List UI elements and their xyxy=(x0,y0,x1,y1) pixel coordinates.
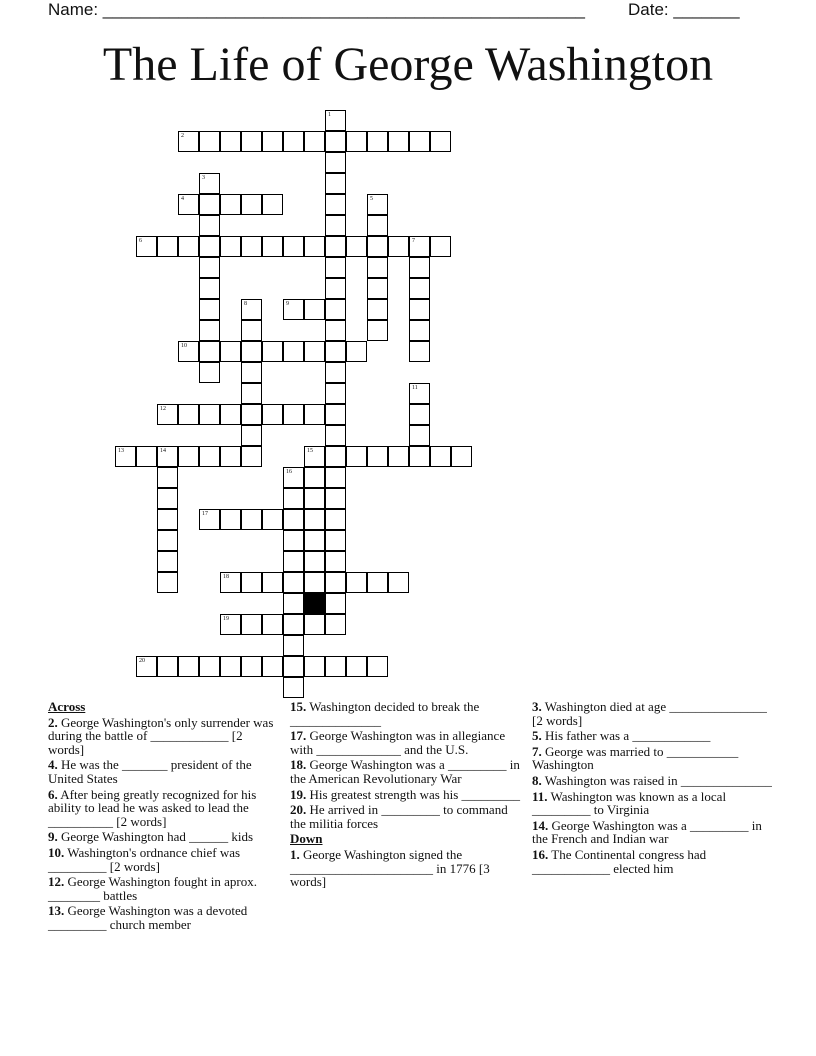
crossword-cell[interactable] xyxy=(283,593,304,614)
black-square xyxy=(304,593,325,614)
clue-item xyxy=(290,729,522,756)
clue-item xyxy=(48,716,276,757)
clue-item-text: George Washington was a _________ in the French and Indian war xyxy=(532,817,762,847)
crossword-cell[interactable] xyxy=(367,131,388,152)
crossword-cell[interactable] xyxy=(409,383,430,404)
clue-item-text: George Washington was a _________ in the American Revolutionary War xyxy=(290,757,520,786)
clue-item xyxy=(48,758,276,785)
crossword-cell[interactable] xyxy=(430,131,451,152)
crossword-cell[interactable] xyxy=(304,404,325,425)
clue-item xyxy=(532,774,772,788)
crossword-cell[interactable] xyxy=(325,593,346,614)
crossword-cell[interactable] xyxy=(199,131,220,152)
crossword-cell[interactable] xyxy=(157,551,178,572)
crossword-cell[interactable] xyxy=(325,551,346,572)
clue-item-text: He was the _______ president of the United States xyxy=(48,757,252,786)
crossword-cell[interactable] xyxy=(283,677,304,698)
crossword-cell[interactable] xyxy=(199,656,220,677)
crossword-cell[interactable] xyxy=(262,614,283,635)
clue-item xyxy=(48,875,276,902)
clue-item xyxy=(290,788,522,802)
clue-number: 14 xyxy=(160,448,166,454)
clue-item-number: 7. xyxy=(532,743,542,759)
clue-item-number: 10. xyxy=(48,844,65,860)
crossword-cell[interactable] xyxy=(241,509,262,530)
clue-item-number: 8. xyxy=(532,772,542,788)
crossword-cell[interactable] xyxy=(325,152,346,173)
crossword-cell[interactable] xyxy=(304,656,325,677)
crossword-cell[interactable] xyxy=(304,488,325,509)
clue-number: 20 xyxy=(139,658,145,664)
crossword-cell[interactable] xyxy=(325,425,346,446)
crossword-cell[interactable] xyxy=(199,173,220,194)
clue-item-number: 1. xyxy=(290,846,300,862)
crossword-cell[interactable] xyxy=(220,509,241,530)
crossword-cell[interactable] xyxy=(157,404,178,425)
clue-item-number: 2. xyxy=(48,714,58,730)
clue-item-text: Washington died at age _______________ [2 words] xyxy=(532,699,767,728)
crossword-cell[interactable] xyxy=(199,362,220,383)
crossword-cell[interactable] xyxy=(304,236,325,257)
crossword-cell[interactable] xyxy=(325,467,346,488)
crossword-cell[interactable] xyxy=(325,278,346,299)
crossword-cell[interactable] xyxy=(346,572,367,593)
clue-item-number: 11. xyxy=(532,788,548,804)
clue-item-number: 16. xyxy=(532,846,549,862)
crossword-cell[interactable] xyxy=(409,446,430,467)
clue-item-number: 19. xyxy=(290,786,307,802)
crossword-cell[interactable] xyxy=(199,509,220,530)
clue-item xyxy=(290,700,522,727)
clue-item xyxy=(532,700,772,727)
crossword-cell[interactable] xyxy=(199,404,220,425)
crossword-cell[interactable] xyxy=(157,467,178,488)
crossword-cell[interactable] xyxy=(325,383,346,404)
crossword-cell[interactable] xyxy=(367,572,388,593)
date-field[interactable]: Date: _______ xyxy=(628,0,740,19)
crossword-cell[interactable] xyxy=(178,404,199,425)
clues-column-3 xyxy=(532,700,772,877)
clues-column-2 xyxy=(290,700,522,891)
clue-item xyxy=(532,729,772,743)
crossword-cell[interactable] xyxy=(409,131,430,152)
crossword-cell[interactable] xyxy=(409,236,430,257)
down-heading: Down xyxy=(290,831,323,847)
clue-item-number: 15. xyxy=(290,699,307,714)
crossword-cell[interactable] xyxy=(304,131,325,152)
crossword-cell[interactable] xyxy=(220,656,241,677)
clue-item-text: George Washington had ______ kids xyxy=(57,829,254,845)
clue-item xyxy=(532,819,772,846)
crossword-cell[interactable] xyxy=(241,446,262,467)
clue-item-number: 9. xyxy=(48,829,58,845)
crossword-cell[interactable] xyxy=(241,425,262,446)
crossword-cell[interactable] xyxy=(220,131,241,152)
crossword-cell[interactable] xyxy=(157,509,178,530)
crossword-cell[interactable] xyxy=(367,299,388,320)
crossword-cell[interactable] xyxy=(241,656,262,677)
crossword-cell[interactable] xyxy=(199,257,220,278)
clue-item xyxy=(48,846,276,873)
crossword-cell[interactable] xyxy=(367,257,388,278)
clue-item-text: George Washington was in allegiance with _____________ and the U.S. xyxy=(290,728,506,757)
clue-number: 10 xyxy=(181,343,187,349)
down-clue-list-continued xyxy=(532,700,772,875)
crossword-cell[interactable] xyxy=(325,341,346,362)
crossword-cell[interactable] xyxy=(409,299,430,320)
crossword-cell[interactable] xyxy=(241,299,262,320)
crossword-cell[interactable] xyxy=(262,656,283,677)
crossword-cell[interactable] xyxy=(178,236,199,257)
clue-item xyxy=(290,758,522,785)
crossword-cell[interactable] xyxy=(304,572,325,593)
clue-item-number: 5. xyxy=(532,728,542,744)
crossword-cell[interactable] xyxy=(262,509,283,530)
clue-number: 15 xyxy=(307,448,313,454)
crossword-cell[interactable] xyxy=(367,194,388,215)
crossword-cell[interactable] xyxy=(283,404,304,425)
crossword-cell[interactable] xyxy=(346,656,367,677)
clue-number: 13 xyxy=(118,448,124,454)
clue-item-number: 14. xyxy=(532,817,549,833)
crossword-cell[interactable] xyxy=(388,236,409,257)
crossword-cell[interactable] xyxy=(325,446,346,467)
clue-number: 9 xyxy=(286,301,289,307)
clue-item xyxy=(532,790,772,817)
crossword-cell[interactable] xyxy=(178,656,199,677)
crossword-cell[interactable] xyxy=(157,446,178,467)
crossword-cell[interactable] xyxy=(241,614,262,635)
crossword-cell[interactable] xyxy=(199,446,220,467)
clue-item-text: His greatest strength was his _________ xyxy=(306,786,521,802)
crossword-cell[interactable] xyxy=(325,215,346,236)
crossword-cell[interactable] xyxy=(241,362,262,383)
crossword-cell[interactable] xyxy=(367,320,388,341)
crossword-cell[interactable] xyxy=(325,257,346,278)
clue-item xyxy=(532,745,772,772)
crossword-cell[interactable] xyxy=(262,572,283,593)
crossword-cell[interactable] xyxy=(304,467,325,488)
clue-item-text: His father was a ____________ xyxy=(541,728,711,744)
name-field[interactable]: Name: ___________________________________________________ xyxy=(48,0,585,19)
crossword-cell[interactable] xyxy=(220,614,241,635)
crossword-cell[interactable] xyxy=(430,236,451,257)
clue-item-number: 17. xyxy=(290,728,307,744)
crossword-cell[interactable] xyxy=(115,446,136,467)
crossword-cell[interactable] xyxy=(325,110,346,131)
crossword-cell[interactable] xyxy=(388,131,409,152)
clue-number: 1 xyxy=(328,112,331,118)
crossword-cell[interactable] xyxy=(409,257,430,278)
crossword-cell[interactable] xyxy=(283,509,304,530)
crossword-cell[interactable] xyxy=(325,614,346,635)
crossword-cell[interactable] xyxy=(220,446,241,467)
page-title: The Life of George Washington xyxy=(102,38,714,91)
crossword-cell[interactable] xyxy=(304,509,325,530)
crossword-cell[interactable] xyxy=(325,530,346,551)
crossword-cell[interactable] xyxy=(367,446,388,467)
crossword-cell[interactable] xyxy=(220,236,241,257)
crossword-cell[interactable] xyxy=(325,572,346,593)
clue-item-text: He arrived in _________ to command the militia forces xyxy=(290,802,508,831)
crossword-cell[interactable] xyxy=(325,362,346,383)
across-clue-list xyxy=(48,716,276,932)
crossword-cell[interactable] xyxy=(157,236,178,257)
crossword-cell[interactable] xyxy=(199,194,220,215)
clue-item-number: 18. xyxy=(290,757,307,773)
clue-item xyxy=(48,904,276,931)
crossword-cell[interactable] xyxy=(157,488,178,509)
clue-item-number: 13. xyxy=(48,903,65,919)
clue-item-number: 12. xyxy=(48,874,65,890)
crossword-cell[interactable] xyxy=(136,446,157,467)
crossword-cell[interactable] xyxy=(241,131,262,152)
crossword-cell[interactable] xyxy=(346,131,367,152)
across-clue-list-continued xyxy=(290,700,522,830)
crossword-cell[interactable] xyxy=(283,299,304,320)
crossword-cell[interactable] xyxy=(325,299,346,320)
crossword-cell[interactable] xyxy=(388,446,409,467)
crossword-cell[interactable] xyxy=(241,383,262,404)
clue-item-text: George Washington was a devoted _________ church member xyxy=(48,903,248,932)
crossword-cell[interactable] xyxy=(199,299,220,320)
crossword-cell[interactable] xyxy=(283,488,304,509)
crossword-cell[interactable] xyxy=(178,341,199,362)
crossword-cell[interactable] xyxy=(241,572,262,593)
clue-item xyxy=(48,788,276,829)
clue-item-number: 4. xyxy=(48,757,58,773)
crossword-cell[interactable] xyxy=(262,341,283,362)
crossword-cell[interactable] xyxy=(283,656,304,677)
clue-number: 3 xyxy=(202,175,205,181)
crossword-cell[interactable] xyxy=(325,656,346,677)
down-clue-list xyxy=(290,848,522,889)
crossword-cell[interactable] xyxy=(199,278,220,299)
clue-item xyxy=(290,803,522,830)
crossword-cell[interactable] xyxy=(220,341,241,362)
crossword-cell[interactable] xyxy=(220,404,241,425)
crossword-cell[interactable] xyxy=(304,341,325,362)
clue-item-text: George was married to ___________ Washington xyxy=(532,743,739,773)
clue-item-number: 3. xyxy=(532,699,542,714)
crossword-cell[interactable] xyxy=(241,320,262,341)
clue-item-text: George Washington's only surrender was during the battle of ____________ [2 words] xyxy=(48,714,274,757)
crossword-cell[interactable] xyxy=(283,572,304,593)
clue-number: 7 xyxy=(412,238,415,244)
crossword-cell[interactable] xyxy=(199,236,220,257)
across-heading: Across xyxy=(48,699,86,714)
crossword-cell[interactable] xyxy=(325,236,346,257)
crossword-cell[interactable] xyxy=(283,551,304,572)
clue-item-text: Washington was known as a local _________ to Virginia xyxy=(532,788,727,818)
crossword-cell[interactable] xyxy=(262,131,283,152)
clue-item-text: Washington was raised in ______________ xyxy=(541,772,772,788)
clue-item-number: 6. xyxy=(48,786,58,802)
crossword-cell[interactable] xyxy=(325,131,346,152)
crossword-cell[interactable] xyxy=(304,299,325,320)
crossword-cell[interactable] xyxy=(325,488,346,509)
clue-item-text: George Washington signed the ______________________ in 1776 [3 words] xyxy=(290,846,490,890)
crossword-cell[interactable] xyxy=(241,194,262,215)
crossword-cell[interactable] xyxy=(325,320,346,341)
crossword-cell[interactable] xyxy=(325,173,346,194)
crossword-cell[interactable] xyxy=(388,572,409,593)
clues-column-1 xyxy=(48,700,276,934)
crossword-cell[interactable] xyxy=(367,215,388,236)
crossword-cell[interactable] xyxy=(283,236,304,257)
crossword-cell[interactable] xyxy=(220,572,241,593)
crossword-cell[interactable] xyxy=(325,404,346,425)
clue-item-text: Washington decided to break the ______________ xyxy=(290,699,480,728)
crossword-cell[interactable] xyxy=(304,446,325,467)
crossword-cell[interactable] xyxy=(325,509,346,530)
crossword-cell[interactable] xyxy=(409,320,430,341)
crossword-cell[interactable] xyxy=(367,278,388,299)
crossword-cell[interactable] xyxy=(157,656,178,677)
crossword-cell[interactable] xyxy=(409,404,430,425)
clue-item xyxy=(290,848,522,889)
clue-number: 4 xyxy=(181,196,184,202)
crossword-cell[interactable] xyxy=(136,236,157,257)
crossword-cell[interactable] xyxy=(241,404,262,425)
crossword-cell[interactable] xyxy=(157,572,178,593)
crossword-cell[interactable] xyxy=(262,404,283,425)
clue-number: 16 xyxy=(286,469,292,475)
clue-item-text: After being greatly recognized for his ability to lead he was asked to lead the __________ [2 words] xyxy=(48,786,257,829)
clue-number: 11 xyxy=(412,385,418,391)
crossword-cell[interactable] xyxy=(199,215,220,236)
crossword-cell[interactable] xyxy=(409,341,430,362)
crossword-cell[interactable] xyxy=(346,341,367,362)
crossword-cell[interactable] xyxy=(241,341,262,362)
crossword-cell[interactable] xyxy=(304,551,325,572)
clue-item-number: 20. xyxy=(290,802,307,818)
crossword-cell[interactable] xyxy=(283,341,304,362)
clue-number: 5 xyxy=(370,196,373,202)
crossword-cell[interactable] xyxy=(262,194,283,215)
crossword-cell[interactable] xyxy=(199,341,220,362)
crossword-cell[interactable] xyxy=(136,656,157,677)
crossword-cell[interactable] xyxy=(283,467,304,488)
crossword-cell[interactable] xyxy=(430,446,451,467)
clue-number: 19 xyxy=(223,616,229,622)
clue-item xyxy=(48,830,276,844)
crossword-cell[interactable] xyxy=(178,131,199,152)
crossword-cell[interactable] xyxy=(346,236,367,257)
crossword-cell[interactable] xyxy=(157,530,178,551)
crossword-cell[interactable] xyxy=(199,320,220,341)
crossword-cell[interactable] xyxy=(241,236,262,257)
crossword-cell[interactable] xyxy=(283,530,304,551)
crossword-cell[interactable] xyxy=(367,656,388,677)
clue-number: 8 xyxy=(244,301,247,307)
crossword-cell[interactable] xyxy=(178,194,199,215)
clue-number: 17 xyxy=(202,511,208,517)
crossword-cell[interactable] xyxy=(346,446,367,467)
crossword-cell[interactable] xyxy=(409,425,430,446)
crossword-cell[interactable] xyxy=(220,194,241,215)
crossword-cell[interactable] xyxy=(283,635,304,656)
clue-number: 18 xyxy=(223,574,229,580)
clue-item-text: George Washington fought in aprox. ________ battles xyxy=(48,874,257,903)
clue-item-text: Washington's ordnance chief was _________ [2 words] xyxy=(48,844,241,874)
crossword-cell[interactable] xyxy=(283,614,304,635)
crossword-cell[interactable] xyxy=(283,131,304,152)
crossword-cell[interactable] xyxy=(325,194,346,215)
crossword-cell[interactable] xyxy=(451,446,472,467)
crossword-cell[interactable] xyxy=(367,236,388,257)
clue-item-text: The Continental congress had ____________ elected him xyxy=(532,846,707,876)
crossword-cell[interactable] xyxy=(304,614,325,635)
crossword-cell[interactable] xyxy=(409,278,430,299)
clue-item xyxy=(532,848,772,875)
crossword-cell[interactable] xyxy=(262,236,283,257)
crossword-cell[interactable] xyxy=(304,530,325,551)
clue-number: 2 xyxy=(181,133,184,139)
crossword-cell[interactable] xyxy=(178,446,199,467)
clue-number: 12 xyxy=(160,406,166,412)
clue-number: 6 xyxy=(139,238,142,244)
